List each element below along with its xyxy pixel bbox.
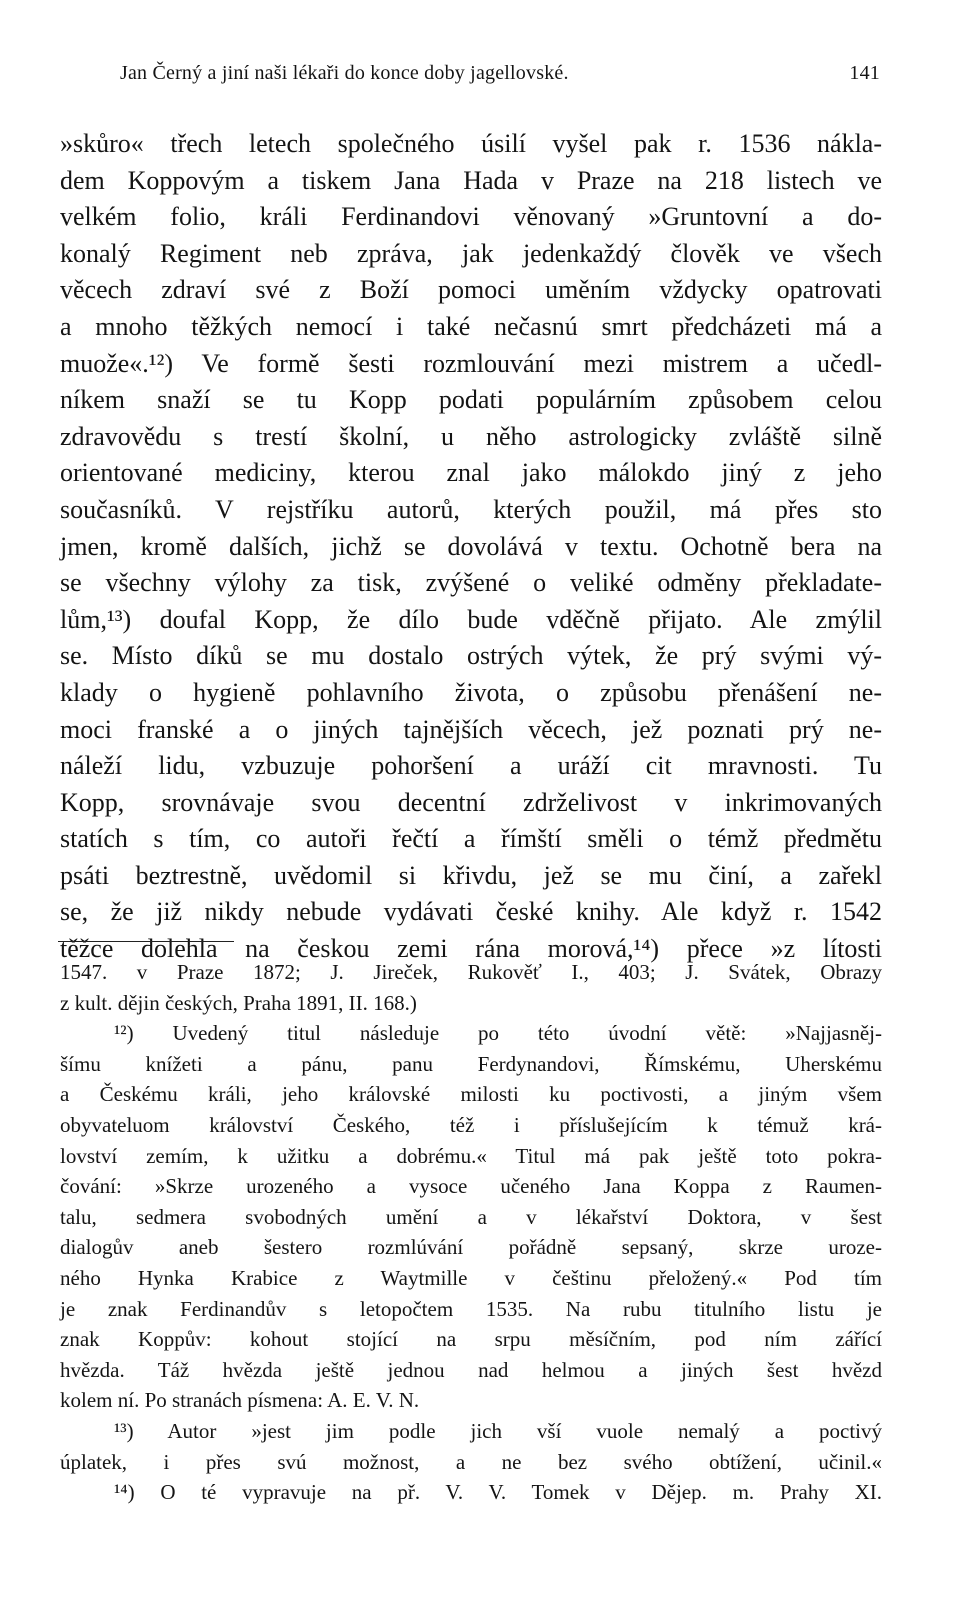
footnote-separator xyxy=(58,941,234,942)
text-line: a mnoho těžkých nemocí i také nečasnú smrt předcházeti má a xyxy=(60,311,882,341)
footnote-line: talu, sedmera svobodných umění a v lékařství Doktora, v šest xyxy=(60,1204,882,1229)
text-line: lům,¹³) doufal Kopp, že dílo bude vděčně přijato. Ale zmýlil xyxy=(60,604,882,634)
footnote-line: a Českému králi, jeho královské milosti ku poctivosti, a jiným všem xyxy=(60,1082,882,1107)
text-line: velkém folio, králi Ferdinandovi věnovaný »Gruntovní a do- xyxy=(60,202,882,232)
text-line: se, že již nikdy nebude vydávati české knihy. Ale když r. 1542 xyxy=(60,897,882,927)
footnote-line: šímu knížeti a pánu, panu Ferdynandovi, Římskému, Uherskému xyxy=(60,1051,882,1076)
footnote-line: 1547. v Praze 1872; J. Jireček, Rukověť I., 403; J. Svátek, Obrazy xyxy=(60,960,882,984)
text-line: níkem snaží se tu Kopp podati populárním způsobem celou xyxy=(60,385,882,415)
footnote-line: kolem ní. Po stranách písmena: A. E. V. N. xyxy=(60,1388,420,1413)
text-line: jmen, kromě dalších, jichž se dovolává v textu. Ochotně bera na xyxy=(60,531,882,561)
text-line: orientované mediciny, kterou znal jako málokdo jiný z jeho xyxy=(60,458,882,488)
text-line: »skůro« třech letech společného úsilí vyšel pak r. 1536 nákla- xyxy=(60,129,882,158)
footnote-line: lovství zemím, k užitku a dobrému.« Titul má pak ještě toto pokra- xyxy=(60,1143,882,1168)
footnote-line: dialogův aneb šestero rozmlúvání pořádně sepsaný, skrze uroze- xyxy=(60,1235,882,1260)
footnote-line: je znak Ferdinandův s letopočtem 1535. Na rubu titulního listu je xyxy=(60,1296,882,1321)
text-line: dem Koppovým a tiskem Jana Hada v Praze na 218 listech ve xyxy=(60,165,882,195)
footnote-line: úplatek, i přes svú možnost, a ne bez svého obtížení, učinil.« xyxy=(60,1449,882,1474)
text-line: muože«.¹²) Ve formě šesti rozmlouvání mezi mistrem a učedl- xyxy=(60,348,882,378)
footnote-line: čování: »Skrze urozeného a vysoce učeného Jana Koppa z Raumen- xyxy=(60,1174,882,1199)
text-line: současníků. V rejstříku autorů, kterých použil, má přes sto xyxy=(60,494,882,524)
text-line: moci franské a o jiných tajnějších věcech, jež poznati prý ne- xyxy=(60,714,882,744)
text-line: zdravovědu s trestí školní, u něho astrologicky zvláště silně xyxy=(60,421,882,451)
footnote-line: ¹⁴) O té vypravuje na př. V. V. Tomek v Dějep. m. Prahy XI. xyxy=(114,1480,882,1505)
text-line: věcech zdraví své z Boží pomoci uměním vždycky opatrovati xyxy=(60,275,882,305)
footnote-line: ¹³) Autor »jest jim podle jich vší vuole nemalý a poctivý xyxy=(114,1418,882,1443)
footnote-line: ¹²) Uvedený titul následuje po této úvodní větě: »Najjasněj- xyxy=(114,1021,882,1046)
text-line: se všechny výlohy za tisk, zvýšené o veliké odměny překladate- xyxy=(60,568,882,598)
footnote-line: hvězda. Táž hvězda ještě jednou nad helmou a jiných šest hvězd xyxy=(60,1357,882,1382)
running-title: Jan Černý a jiní naši lékaři do konce doby jagellovské. xyxy=(120,62,569,84)
footnotes xyxy=(60,957,882,1508)
text-line: klady o hygieně pohlavního života, o způsobu přenášení ne- xyxy=(60,677,882,707)
footnote-line: obyvateluom království Českého, též i příslušejícím k témuž krá- xyxy=(60,1112,882,1137)
text-line: se. Místo díků se mu dostalo ostrých výtek, že prý svými vý- xyxy=(60,641,882,671)
footnote-line: z kult. dějin českých, Praha 1891, II. 168.) xyxy=(60,990,417,1015)
text-line: konalý Regiment neb zpráva, jak jedenkaždý člověk ve všech xyxy=(60,238,882,268)
text-line: náleží lidu, vzbuzuje pohoršení a uráží cit mravnosti. Tu xyxy=(60,751,882,781)
footnote-line: ného Hynka Krabice z Waytmille v češtinu přeložený.« Pod tím xyxy=(60,1265,882,1290)
text-line: statích s tím, co autoři řečtí a římští směli o témž předmětu xyxy=(60,824,882,854)
text-line: Kopp, srovnávaje svou decentní zdrželivost v inkrimovaných xyxy=(60,787,882,817)
text-line: psáti beztrestně, uvědomil si křivdu, jež se mu činí, a zařekl xyxy=(60,860,882,890)
page-number: 141 xyxy=(849,62,880,84)
text-line: těžce dolehla na českou zemi rána morová,¹⁴) přece »z lítosti xyxy=(60,934,882,964)
main-text xyxy=(60,126,882,968)
footnote-line: znak Koppův: kohout stojící na srpu měsíčním, pod ním zářící xyxy=(60,1327,882,1352)
